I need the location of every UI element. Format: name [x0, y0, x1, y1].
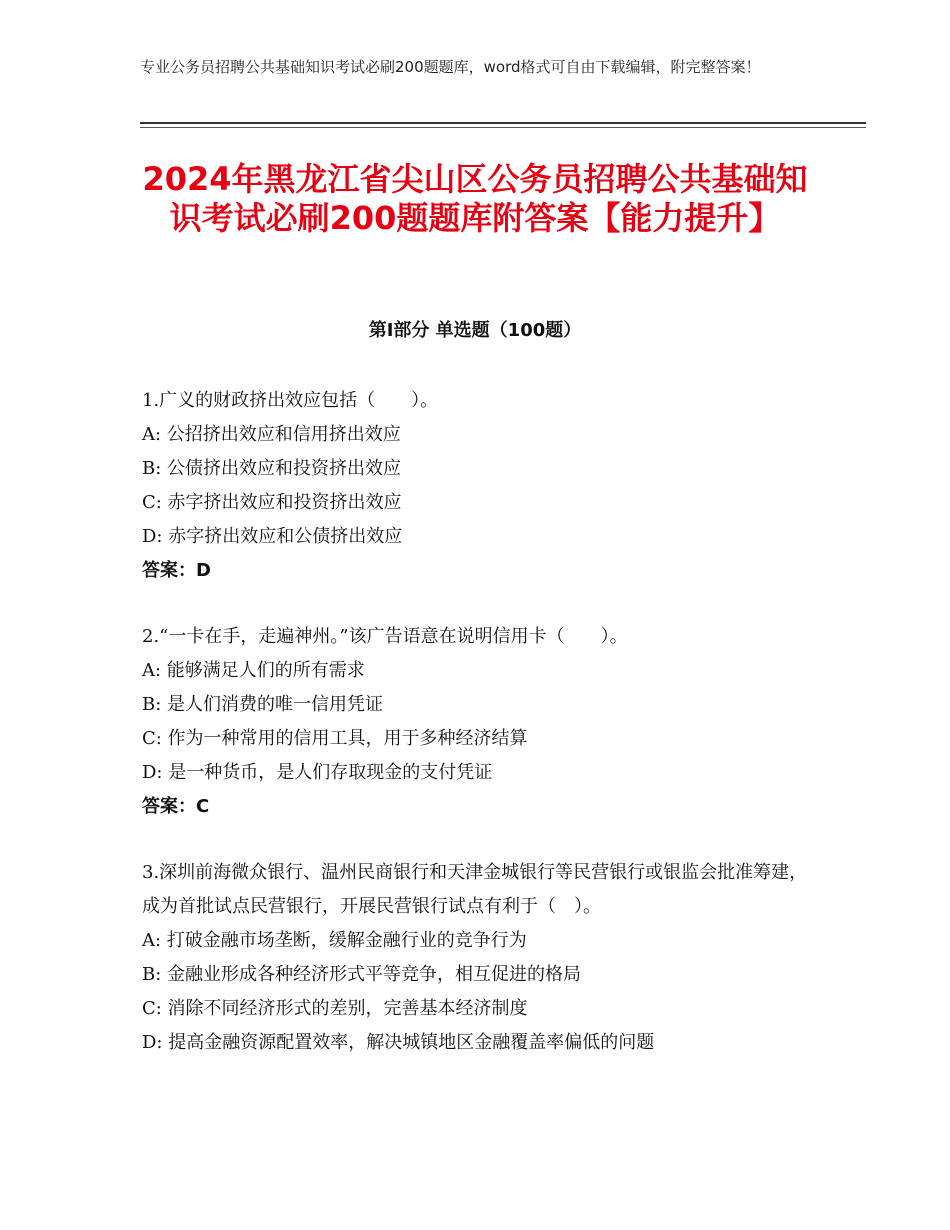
- option-d: D: 是一种货币，是人们存取现金的支付凭证: [142, 762, 493, 783]
- option-d: D: 赤字挤出效应和公债挤出效应: [142, 526, 403, 547]
- option-c: C: 赤字挤出效应和投资挤出效应: [142, 492, 402, 513]
- option-a: A: 打破金融市场垄断，缓解金融行业的竞争行为: [142, 930, 527, 951]
- question-3: [142, 856, 822, 1060]
- answer: 答案：D: [142, 560, 211, 581]
- option-c: C: 作为一种常用的信用工具，用于多种经济结算: [142, 728, 528, 749]
- section-heading: 第Ⅰ部分 单选题（100题）: [368, 320, 582, 341]
- answer: 答案：C: [142, 796, 210, 817]
- option-b: B: 公债挤出效应和投资挤出效应: [142, 458, 402, 479]
- question-2: [142, 620, 822, 824]
- question-list: [142, 384, 822, 1092]
- option-a: A: 能够满足人们的所有需求: [142, 660, 365, 681]
- option-b: B: 金融业形成各种经济形式平等竞争，相互促进的格局: [142, 964, 582, 985]
- question-stem: 1.广义的财政挤出效应包括（ ）。: [142, 390, 439, 411]
- option-d: D: 提高金融资源配置效率，解决城镇地区金融覆盖率偏低的问题: [142, 1032, 655, 1053]
- header-divider-thin: [140, 127, 866, 128]
- option-b: B: 是人们消费的唯一信用凭证: [142, 694, 384, 715]
- option-c: C: 消除不同经济形式的差别，完善基本经济制度: [142, 998, 528, 1019]
- question-stem: 3.深圳前海微众银行、温州民商银行和天津金城银行等民营银行或银监会批准筹建，成为首批试点民营银行，开展民营银行试点有利于（ ）。: [142, 862, 808, 917]
- question-1: [142, 384, 822, 588]
- question-stem: 2.“一卡在手，走遍神州。”该广告语意在说明信用卡（ ）。: [142, 626, 628, 647]
- document-title: 2024年黑龙江省尖山区公务员招聘公共基础知识考试必刷200题题库附答案【能力提升】: [142, 160, 808, 237]
- option-a: A: 公招挤出效应和信用挤出效应: [142, 424, 401, 445]
- header-note: 专业公务员招聘公共基础知识考试必刷200题题库，word格式可自由下载编辑，附完整答案！: [140, 58, 761, 76]
- header-divider-thick: [140, 122, 866, 124]
